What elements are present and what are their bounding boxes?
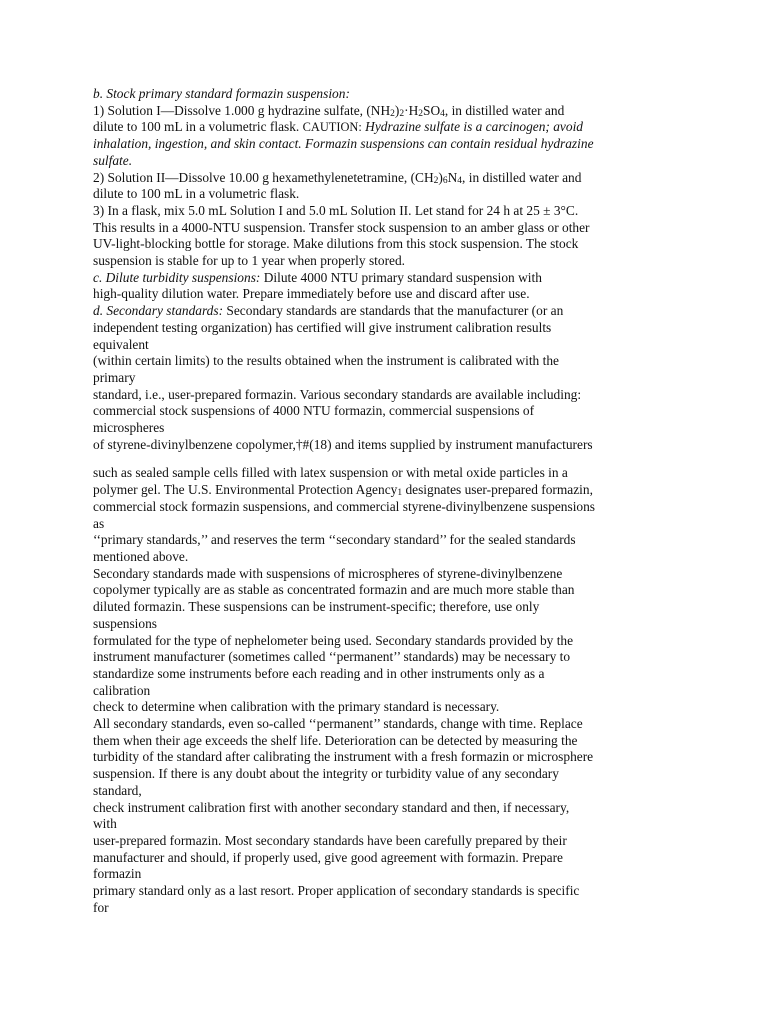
solution-i-line-3: inhalation, ingestion, and skin contact. Formazin suspensions can contain residual hydrazine: [93, 136, 594, 152]
section-d-heading: d. Secondary standards:: [93, 303, 224, 319]
text-line: with: [93, 816, 117, 832]
text-line: mentioned above.: [93, 548, 189, 564]
section-c-heading: c. Dilute turbidity suspensions:: [93, 269, 261, 285]
text-line: suspensions: [93, 615, 157, 631]
paragraph-gap: [93, 453, 683, 465]
solution-i-line-1: 1) Solution I—Dissolve 1.000 g hydrazine sulfate, $(NH_2)_2\cdot H_2SO_4$, in distilled water and: [93, 102, 565, 119]
text-line: independent testing organization) has certified will give instrument calibration results: [93, 319, 552, 335]
text-line: for: [93, 899, 109, 915]
text-line: such as sealed sample cells filled with latex suspension or with metal oxide particles in a: [93, 465, 568, 481]
step-3-line: 3) In a flask, mix 5.0 mL Solution I and 5.0 mL Solution II. Let stand for 24 h at 25 ± 3°C.: [93, 202, 579, 218]
solution-i-line-4: sulfate.: [93, 152, 133, 168]
text-line: turbidity of the standard after calibrating the instrument with a fresh formazin or microsphere: [93, 749, 594, 765]
text-line: formulated for the type of nephelometer being used. Secondary standards provided by the: [93, 632, 574, 648]
solution-ii-line-2: dilute to 100 mL in a volumetric flask.: [93, 186, 300, 202]
section-c-line-2: high-quality dilution water. Prepare immediately before use and discard after use.: [93, 286, 530, 302]
text-line: standard, i.e., user-prepared formazin. Various secondary standards are available including:: [93, 386, 582, 402]
text-line: primary: [93, 369, 136, 385]
text-line: commercial stock suspensions of 4000 NTU formazin, commercial suspensions of: [93, 403, 535, 419]
text-line: standardize some instruments before each reading and in other instruments only as a: [93, 665, 545, 681]
text-line: diluted formazin. These suspensions can be instrument-specific; therefore, use only: [93, 599, 540, 615]
step-3-line: This results in a 4000-NTU suspension. Transfer stock suspension to an amber glass or other: [93, 219, 590, 235]
text-line: (within certain limits) to the results obtained when the instrument is calibrated with the: [93, 353, 559, 369]
text-line: Secondary standards made with suspensions of microspheres of styrene-divinylbenzene: [93, 565, 563, 581]
section-c-line-1: c. Dilute turbidity suspensions: Dilute 4000 NTU primary standard suspension with: [93, 269, 542, 285]
paragraph-block-b2: [93, 499, 683, 917]
text-line: of styrene-divinylbenzene copolymer,†#(18) and items supplied by instrument manufacturers: [93, 436, 593, 452]
text-line: equivalent: [93, 336, 149, 352]
epa-line: polymer gel. The U.S. Environmental Protection Agency$_1$ designates user-prepared formazin,: [93, 482, 593, 499]
text-line: as: [93, 515, 105, 531]
text-line: All secondary standards, even so-called ‘‘permanent’’ standards, change with time. Replace: [93, 716, 583, 732]
text-line: calibration: [93, 682, 151, 698]
text-line: user-prepared formazin. Most secondary standards have been carefully prepared by their: [93, 832, 567, 848]
text-line: primary standard only as a last resort. Proper application of secondary standards is specific: [93, 883, 580, 899]
section-d-line-1: d. Secondary standards: Secondary standards are standards that the manufacturer (or an: [93, 303, 564, 319]
section-b-heading: b. Stock primary standard formazin suspension:: [93, 86, 350, 101]
text-line: check to determine when calibration with the primary standard is necessary.: [93, 699, 500, 715]
text-line: manufacturer and should, if properly used, give good agreement with formazin. Prepare: [93, 849, 563, 865]
text-line: them when their age exceeds the shelf life. Deterioration can be detected by measuring the: [93, 732, 578, 748]
text-line: commercial stock formazin suspensions, and commercial styrene-divinylbenzene suspensions: [93, 498, 596, 514]
caution-label: CAUTION:: [302, 120, 362, 135]
text-line: copolymer typically are as stable as concentrated formazin and are much more stable than: [93, 582, 575, 598]
text-line: ‘‘primary standards,’’ and reserves the term ‘‘secondary standard’’ for the sealed standards: [93, 532, 576, 548]
text-line: check instrument calibration first with another secondary standard and then, if necessary,: [93, 799, 570, 815]
solution-i-line-2: dilute to 100 mL in a volumetric flask. CAUTION: Hydrazine sulfate is a carcinogen; avoid: [93, 119, 583, 135]
text-line: formazin: [93, 866, 142, 882]
document-page: [93, 86, 683, 916]
text-line: suspension. If there is any doubt about the integrity or turbidity value of any secondary: [93, 766, 559, 782]
text-line: microspheres: [93, 420, 165, 436]
text-line: standard,: [93, 782, 142, 798]
footnote-ref: 1: [397, 488, 403, 499]
step-3-line: UV-light-blocking bottle for storage. Make dilutions from this stock suspension. The stock: [93, 236, 579, 252]
paragraph-block-b1: [93, 465, 683, 482]
paragraph-block-a: [93, 320, 683, 454]
text-line: instrument manufacturer (sometimes called ‘‘permanent’’ standards) may be necessary to: [93, 649, 571, 665]
step-3-line: suspension is stable for up to 1 year when properly stored.: [93, 253, 406, 269]
solution-ii-line-1: 2) Solution II—Dissolve 10.00 g hexamethylenetetramine, $(CH_2)_6N_4$, in distilled water and: [93, 169, 582, 186]
